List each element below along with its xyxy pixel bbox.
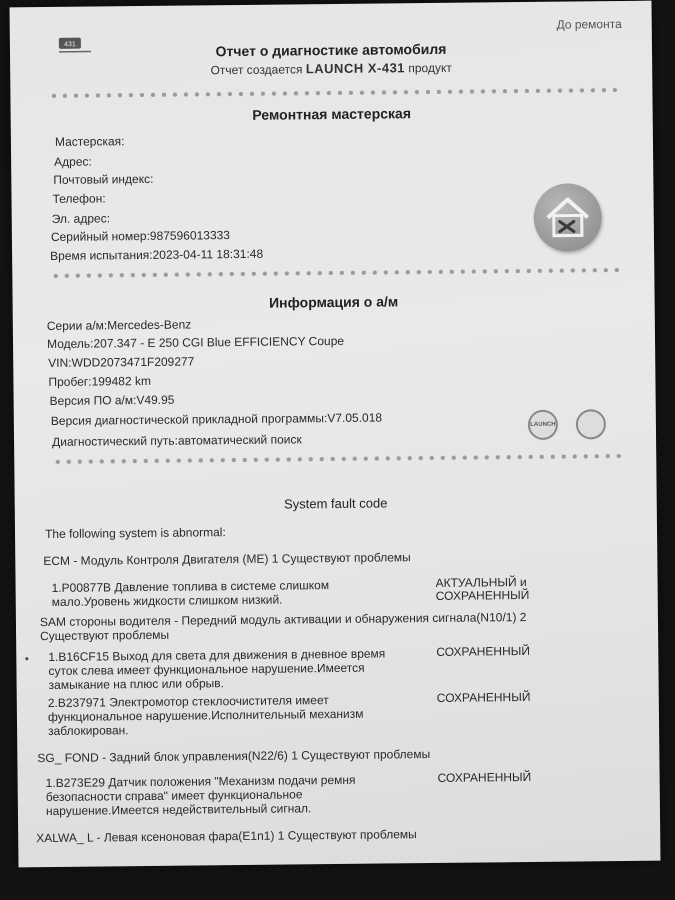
workshop-field: Телефон: [52, 191, 106, 206]
serial-number: Серийный номер:987596013333 [50, 228, 231, 244]
fault-status: СОХРАНЕННЫЙ [436, 643, 531, 659]
fault-status: АКТУАЛЬНЫЙ и СОХРАНЕННЫЙ [435, 575, 530, 603]
workshop-field: Эл. адрес: [51, 211, 111, 226]
vehicle-model: Модель:207.347 - E 250 CGI Blue EFFICIENCY Coupe [46, 333, 345, 352]
subtitle-brand: LAUNCH X-431 [305, 60, 406, 77]
vehicle-sw-version: Версия ПО а/м:V49.95 [49, 392, 175, 408]
system-name: ECM - Модуль Контроля Двигателя (ME) 1 Существуют проблемы [43, 550, 411, 569]
launch-stamp-icon: LAUNCH [528, 410, 558, 440]
faults-intro: The following system is abnormal: [44, 525, 226, 542]
workshop-field: Мастерская: [54, 134, 125, 149]
fault-status: СОХРАНЕННЫЙ [436, 689, 531, 705]
workshop-title: Ремонтная мастерская [252, 105, 412, 123]
faults-title: System fault code [283, 495, 388, 512]
workshop-field: Почтовый индекс: [53, 171, 154, 187]
divider [50, 267, 624, 279]
system-name: SAM стороны водителя - Передний модуль активации и обнаружения сигнала(N10/1) 2 Существуют проблемы [39, 610, 527, 644]
fault-code: 1.P00877B Давление топлива в системе слишком мало.Уровень жидкости слишком низкий. [51, 578, 330, 609]
workshop-field: Адрес: [54, 154, 92, 169]
divider [52, 453, 626, 465]
fault-code: 1.B273E29 Датчик положения "Механизм подачи ремня безопасности справа" имеет функциональное нарушение.Имеется недействительный сигнал. [45, 772, 356, 819]
vehicle-series: Серии а/м:Mercedes-Benz [46, 317, 192, 334]
system-name: SG_ FOND - Задний блок управления(N22/6) 1 Существуют проблемы [37, 747, 431, 766]
certification-stamp-icon [576, 409, 606, 439]
report-subtitle [10, 58, 652, 80]
vehicle-title: Информация о а/м [268, 293, 399, 311]
report-title: Отчет о диагностике автомобиля [215, 40, 447, 60]
bullet-mark [25, 657, 28, 660]
divider [48, 87, 622, 99]
test-time: Время испытания:2023-04-11 18:31:48 [50, 246, 264, 263]
repair-house-icon [533, 183, 602, 252]
vehicle-mileage: Пробег:199482 km [48, 373, 151, 389]
diag-path: Диагностический путь:автоматический поиск [51, 432, 302, 449]
fault-code: 2.B237971 Электромотор стеклоочистителя имеет функциональное нарушение.Исполнительный механизм заблокирован. [47, 693, 364, 739]
svg-text:431: 431 [64, 41, 76, 49]
fault-status: СОХРАНЕННЫЙ [437, 769, 532, 785]
vehicle-vin: VIN:WDD2073471F209277 [48, 354, 195, 370]
before-repair-label: До ремонта [556, 16, 622, 32]
subtitle-pre: Отчет создается [210, 62, 303, 78]
subtitle-post: продукт [408, 60, 452, 76]
app-version: Версия диагностической прикладной программы:V7.05.018 [50, 410, 383, 428]
report-page [10, 1, 661, 868]
fault-code: 1.B16CF15 Выход для света для движения в дневное время суток слева имеет функциональное нарушение.Имеется замыкание на плюс или обрыв. [48, 646, 386, 693]
system-name: XALWA_ L - Левая ксеноновая фара(E1n1) 1 Существуют проблемы [36, 827, 417, 846]
